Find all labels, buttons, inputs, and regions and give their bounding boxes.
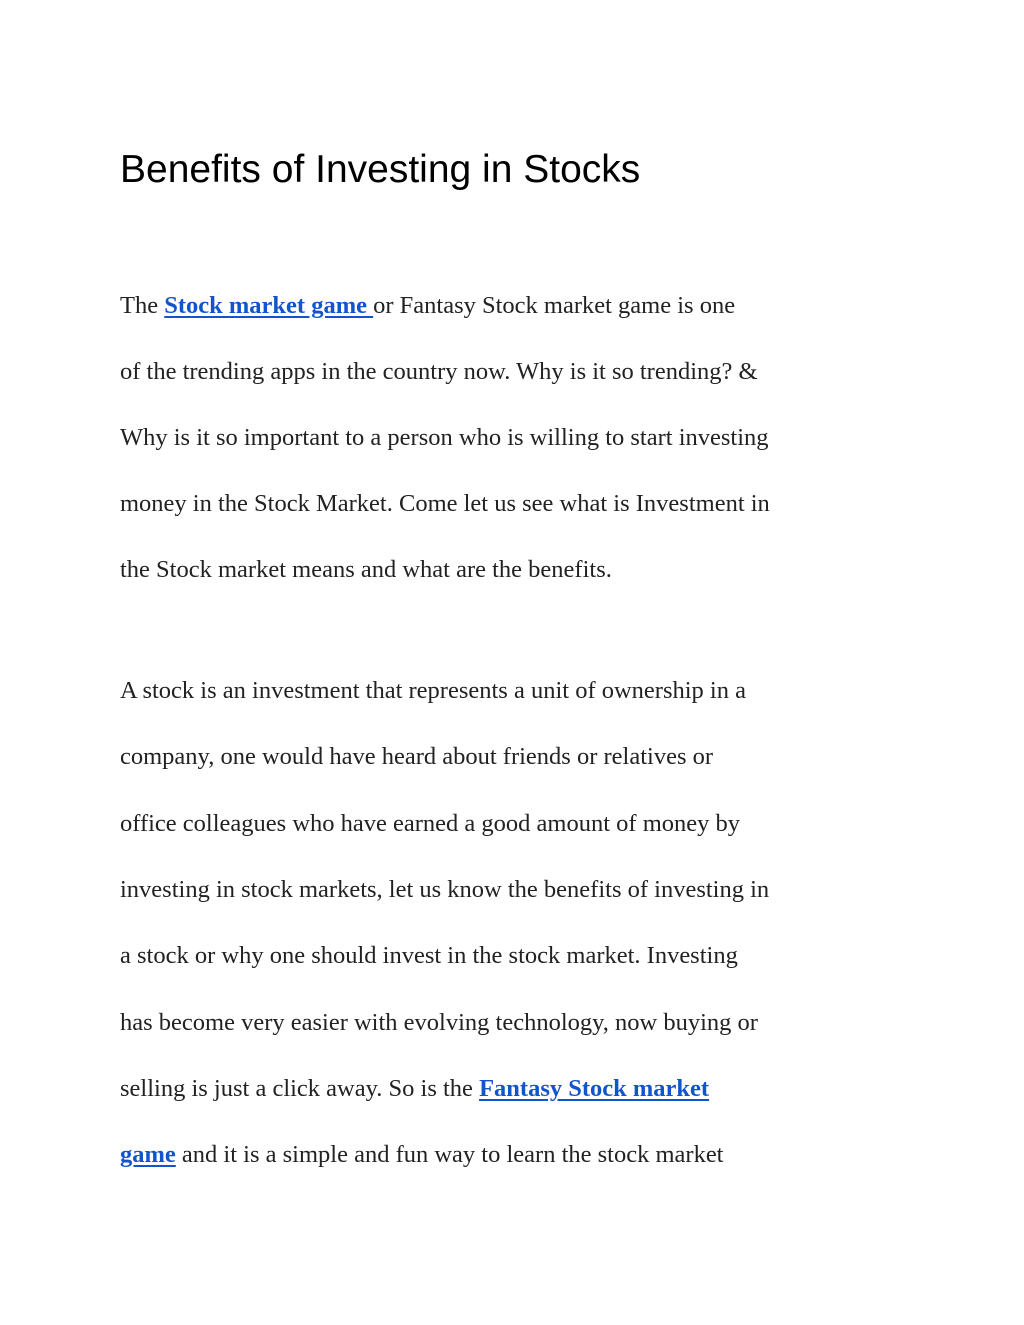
text-line <box>120 737 713 777</box>
line-text: office colleagues who have earned a good amount of money by <box>120 810 741 837</box>
stock-market-game-link[interactable]: Stock market game <box>164 292 374 319</box>
paragraph-intro <box>120 286 920 606</box>
line-text: selling is just a click away. So is the <box>120 1075 480 1102</box>
text-line <box>120 1135 724 1175</box>
text-line <box>120 484 770 524</box>
fantasy-stock-market-game-link-continued[interactable]: game <box>120 1141 176 1168</box>
text-line <box>120 936 738 976</box>
line-text: Why is it so important to a person who is willing to start investing <box>120 424 769 451</box>
text-line <box>120 671 746 711</box>
line-text: and it is a simple and fun way to learn the stock market <box>175 1141 724 1168</box>
text-line <box>120 804 740 844</box>
text-line <box>120 418 769 458</box>
line-text: money in the Stock Market. Come let us see what is Investment in <box>120 490 770 517</box>
text-line <box>120 1069 709 1109</box>
document-title: Benefits of Investing in Stocks <box>120 148 641 191</box>
text-line <box>120 352 758 392</box>
line-text: The <box>120 292 165 319</box>
text-line <box>120 550 612 590</box>
text-line <box>120 286 735 326</box>
line-text: A stock is an investment that represents a unit of ownership in a <box>120 677 746 704</box>
fantasy-stock-market-game-link[interactable]: Fantasy Stock market <box>479 1075 710 1102</box>
line-text: investing in stock markets, let us know the benefits of investing in <box>120 876 770 903</box>
text-line <box>120 870 769 910</box>
line-text: a stock or why one should invest in the stock market. Investing <box>120 942 738 969</box>
line-text: of the trending apps in the country now. Why is it so trending? & <box>120 358 758 385</box>
line-text: or Fantasy Stock market game is one <box>373 292 736 319</box>
text-line <box>120 1003 758 1043</box>
line-text: company, one would have heard about friends or relatives or <box>120 743 714 770</box>
line-text: has become very easier with evolving technology, now buying or <box>120 1009 758 1036</box>
paragraph-stock-definition <box>120 671 920 1181</box>
line-text: the Stock market means and what are the benefits. <box>120 556 612 583</box>
